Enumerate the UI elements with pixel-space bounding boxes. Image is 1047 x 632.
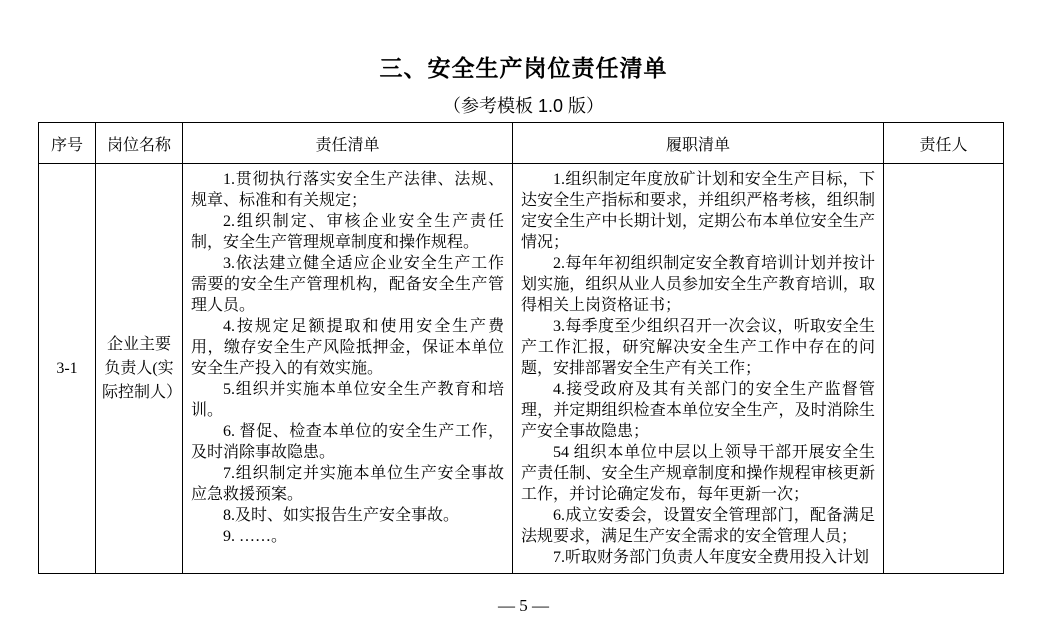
responsibility-item: 1.贯彻执行落实安全生产法律、法规、规章、标准和有关规定； [191, 171, 504, 209]
header-position: 岗位名称 [96, 123, 183, 164]
duty-item: 4.接受政府及其有关部门的安全生产监督管理，并定期组织检查本单位安全生产，及时消除生产安全事故隐患； [521, 381, 875, 440]
responsibility-item: 6. 督促、检查本单位的安全生产工作，及时消除事故隐患。 [191, 423, 504, 461]
header-responsibility-list: 责任清单 [183, 123, 513, 164]
page-title: 三、安全生产岗位责任清单 [379, 55, 668, 81]
duty-item: 2.每年年初组织制定安全教育培训计划并按计划实施，组织从业人员参加安全生产教育培训，取得相关上岗资格证书； [521, 255, 875, 314]
duty-item: 54 组织本单位中层以上领导干部开展安全生产责任制、安全生产规章制度和操作规程审核更新工作，并讨论确定发布，每年更新一次； [521, 444, 875, 503]
cell-duties [513, 164, 884, 574]
cell-responsibilities [183, 164, 513, 574]
cell-responsible-person [884, 164, 1004, 574]
cell-position: 企业主要负责人(实际控制人） [96, 164, 183, 574]
duty-item: 6.成立安委会，设置安全管理部门，配备满足法规要求，满足生产安全需求的安全管理人员； [521, 507, 875, 545]
header-responsible-person: 责任人 [884, 123, 1004, 164]
responsibility-item: 4.按规定足额提取和使用安全生产费用，缴存安全生产风险抵押金，保证本单位安全生产投入的有效实施。 [191, 318, 504, 377]
table-header-row [39, 123, 1004, 164]
header-duty-list: 履职清单 [513, 123, 884, 164]
page-subtitle: （参考模板 1.0 版） [442, 96, 605, 116]
duty-item: 7.听取财务部门负责人年度安全费用投入计划 [553, 549, 870, 566]
responsibility-item: 7.组织制定并实施本单位生产安全事故应急救援预案。 [191, 465, 504, 503]
table-row [39, 164, 1004, 574]
page-number: — 5 — [498, 596, 549, 615]
responsibility-item: 9. ……。 [223, 528, 288, 545]
responsibility-item: 5.组织并实施本单位安全生产教育和培训。 [191, 381, 504, 419]
header-serial: 序号 [39, 123, 96, 164]
duty-item: 3.每季度至少组织召开一次会议，听取安全生产工作汇报，研究解决安全生产工作中存在的问题，安排部署安全生产有关工作； [521, 318, 875, 377]
cell-serial: 3-1 [39, 164, 96, 574]
responsibility-item: 3.依法建立健全适应企业安全生产工作需要的安全生产管理机构，配备安全生产管理人员。 [191, 255, 504, 314]
responsibility-item: 8.及时、如实报告生产安全事故。 [223, 507, 460, 524]
duty-item: 1.组织制定年度放矿计划和安全生产目标，下达安全生产指标和要求，并组织严格考核，组织制定安全生产中长期计划，定期公布本单位安全生产情况； [521, 171, 875, 251]
responsibility-table [38, 122, 1004, 574]
responsibility-item: 2.组织制定、审核企业安全生产责任制，安全生产管理规章制度和操作规程。 [191, 213, 504, 251]
